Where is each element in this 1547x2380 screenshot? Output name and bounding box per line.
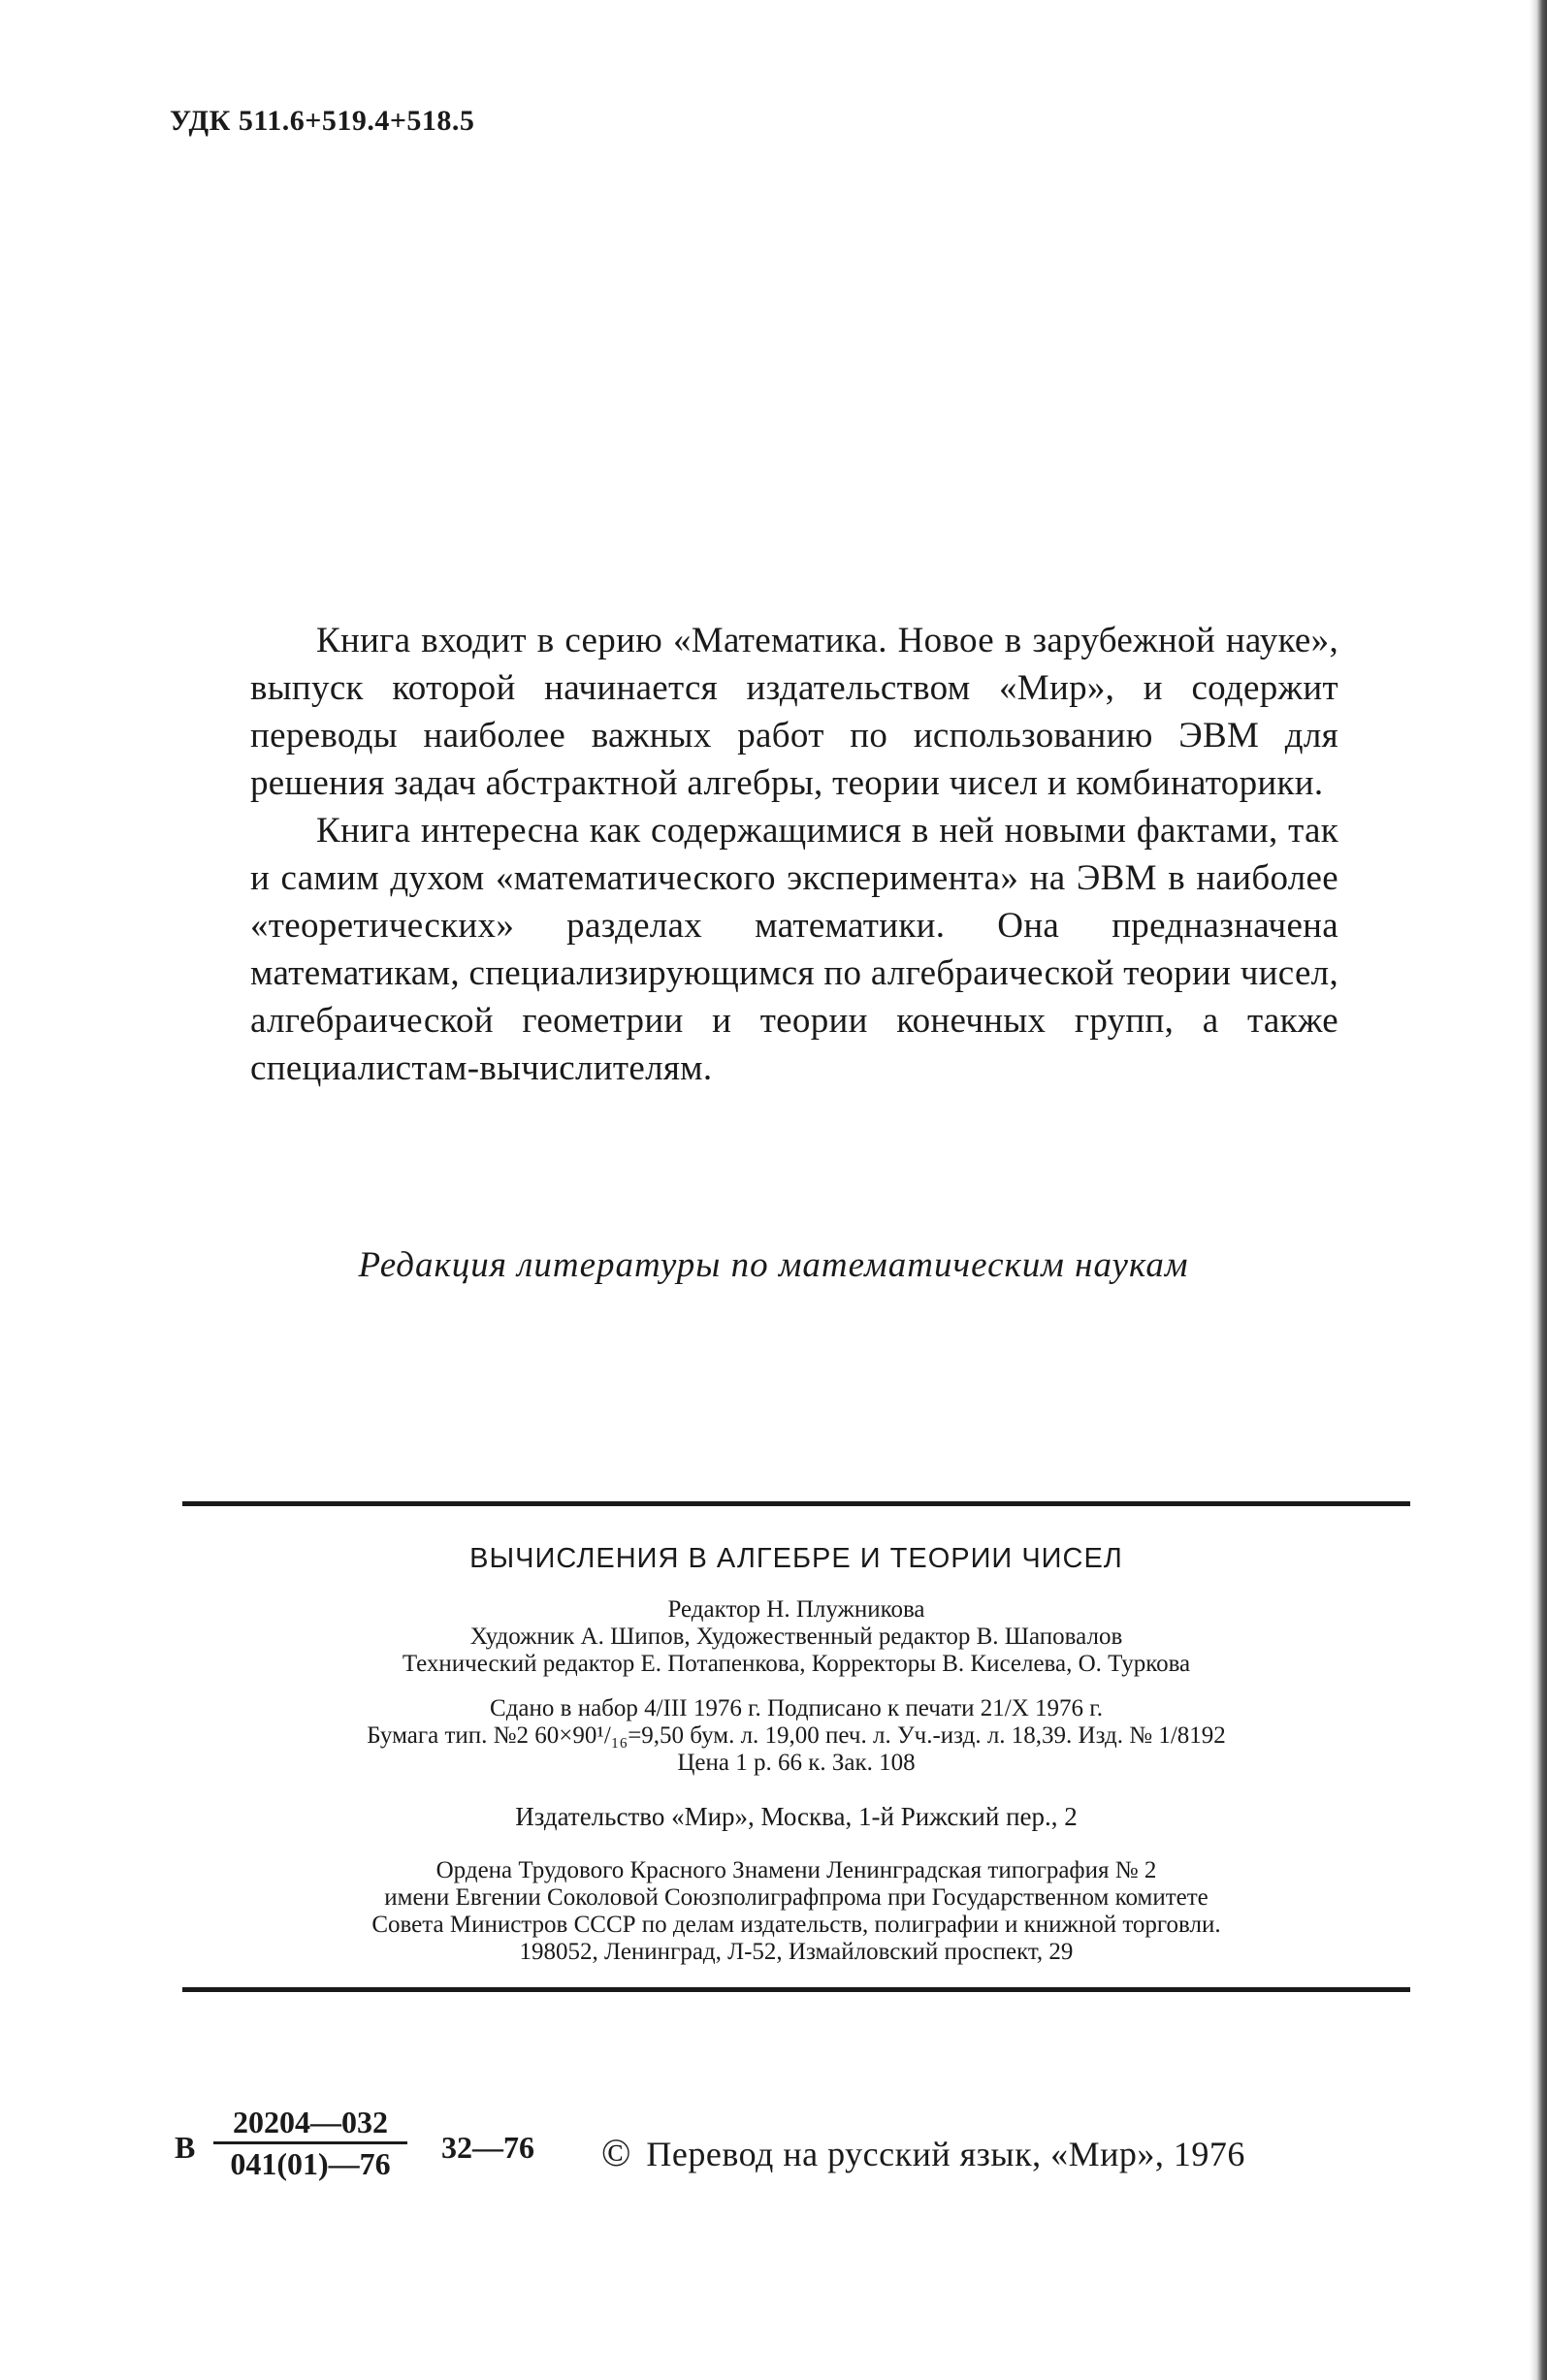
book-title: ВЫЧИСЛЕНИЯ В АЛГЕБРЕ И ТЕОРИИ ЧИСЕЛ bbox=[469, 1543, 1123, 1574]
index-letter: В bbox=[175, 2130, 196, 2165]
annotation-paragraph: Книга входит в серию «Математика. Новое в зарубежной науке», выпуск которой начинается издательством «Мир», и содержит переводы наиболее важных работ по использованию ЭВМ для решения задач абстрактной алгебры, теории чисел и комбинаторики. bbox=[250, 621, 1338, 803]
typography-line: Ордена Трудового Красного Знамени Ленинградская типография № 2 bbox=[435, 1857, 1157, 1883]
publisher: Издательство «Мир», Москва, 1-й Рижский пер., 2 bbox=[515, 1802, 1078, 1831]
typography-info bbox=[182, 1857, 1410, 1966]
printing-details bbox=[182, 1695, 1410, 1777]
printing-line: Цена 1 р. 66 к. Зак. 108 bbox=[677, 1750, 916, 1776]
udk-code: УДК 511.6+519.4+518.5 bbox=[170, 105, 475, 137]
typography-line: имени Евгении Соколовой Союзполиграфпрома при Государственном комитете bbox=[384, 1884, 1209, 1911]
imprint-block bbox=[182, 1501, 1410, 1992]
credits bbox=[182, 1596, 1410, 1678]
index-denominator: 041(01)—76 bbox=[230, 2146, 391, 2181]
top-rule bbox=[182, 1501, 1410, 1506]
fraction-bar bbox=[213, 2141, 407, 2144]
editorial-office: Редакция литературы по математическим наукам bbox=[358, 1245, 1189, 1285]
copyright-text: Перевод на русский язык, «Мир», 1976 bbox=[646, 2135, 1245, 2173]
printing-line: Бумага тип. №2 60×90¹/₁₆=9,50 бум. л. 19,00 печ. л. Уч.-изд. л. 18,39. Изд. № 1/8192 bbox=[367, 1722, 1226, 1749]
catalog-index bbox=[175, 2105, 1377, 2192]
copyright-notice bbox=[601, 2130, 1245, 2175]
typography-line: 198052, Ленинград, Л-52, Измайловский проспект, 29 bbox=[519, 1939, 1074, 1965]
printing-line: Сдано в набор 4/III 1976 г. Подписано к печати 21/X 1976 г. bbox=[490, 1695, 1103, 1721]
copyright-icon: © bbox=[601, 2131, 631, 2174]
index-numerator: 20204—032 bbox=[233, 2105, 388, 2139]
scanned-page-edge bbox=[1530, 0, 1547, 2380]
annotation-paragraph: Книга интересна как содержащимися в ней новыми фактами, так и самим духом «математического эксперимента» на ЭВМ в наиболее «теоретических» разделах математики. Она предназначена математикам, специализирующимся по алгебраической теории чисел, алгебраической геометрии и теории конечных групп, а также специалистам-вычислителям. bbox=[250, 811, 1338, 1088]
annotation bbox=[250, 617, 1338, 1092]
credit-line: Редактор Н. Плужникова bbox=[667, 1596, 925, 1623]
credit-line: Художник А. Шипов, Художественный редактор В. Шаповалов bbox=[469, 1624, 1123, 1650]
typography-line: Совета Министров СССР по делам издательств, полиграфии и книжной торговли. bbox=[371, 1912, 1221, 1938]
credit-line: Технический редактор Е. Потапенкова, Корректоры В. Киселева, О. Туркова bbox=[402, 1651, 1191, 1677]
index-fraction bbox=[213, 2105, 407, 2181]
index-suffix: 32—76 bbox=[441, 2130, 534, 2165]
bottom-rule bbox=[182, 1987, 1410, 1992]
